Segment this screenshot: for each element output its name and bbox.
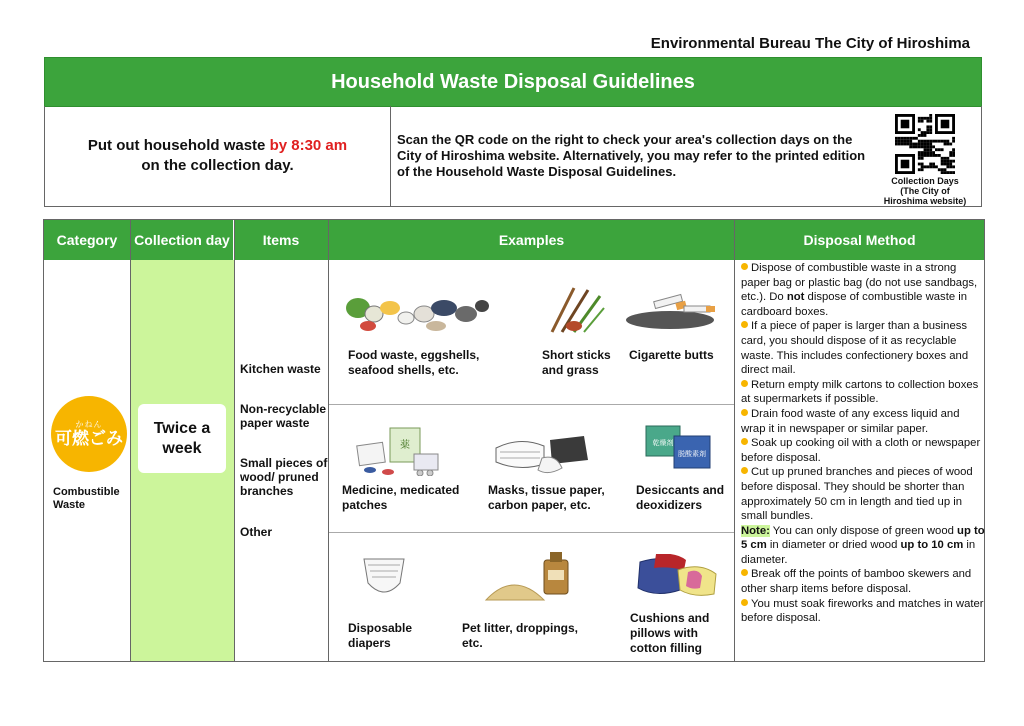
method-text: Dispose of combustible waste in a strong paper bag or plastic bag (do not use sandbags, etc.). Do bbox=[741, 262, 978, 304]
badge-ruby: かねん bbox=[75, 419, 103, 429]
divider bbox=[130, 220, 131, 661]
method-item bbox=[741, 378, 985, 407]
method-text: dispose of combustible waste in cardboard boxes. bbox=[741, 291, 968, 318]
example-medicine: Medicine, medicated patches bbox=[342, 483, 460, 512]
note-label: Note: bbox=[741, 524, 770, 537]
collection-frequency: Twice a week bbox=[138, 404, 226, 473]
time-line-2: on the collection day. bbox=[141, 157, 294, 174]
diaper-icon bbox=[362, 553, 406, 603]
example-pet-litter: Pet litter, droppings, etc. bbox=[462, 621, 579, 650]
bullet-icon bbox=[741, 409, 748, 416]
bullet-icon bbox=[741, 599, 748, 606]
method-text: Break off the points of bamboo skewers and other sharp items before disposal. bbox=[741, 568, 972, 596]
header-items: Items bbox=[234, 220, 329, 260]
cushion-icon bbox=[636, 554, 720, 598]
cigarette-butts-icon bbox=[624, 292, 716, 332]
collection-time-notice bbox=[45, 106, 391, 206]
food-waste-icon bbox=[344, 286, 494, 338]
badge-japanese: 可燃ごみ bbox=[55, 428, 123, 448]
divider bbox=[328, 220, 329, 661]
sticks-grass-icon bbox=[544, 284, 606, 334]
method-item bbox=[741, 319, 985, 377]
divider bbox=[234, 220, 235, 661]
qr-instructions: Scan the QR code on the right to check your area's collection days on the City of Hiroshima website. Alternatively, you may refer to the printed edition of the Household Waste Disposal Guidelines. bbox=[397, 132, 866, 179]
example-cushions: Cushions and pillows with cotton filling bbox=[630, 611, 710, 655]
info-box bbox=[44, 106, 982, 207]
method-text: You must soak fireworks and matches in water before disposal. bbox=[741, 597, 984, 625]
method-emphasis: up to 10 cm bbox=[900, 539, 964, 552]
item-paper-waste: Non-recyclable paper waste bbox=[240, 402, 327, 430]
bullet-icon bbox=[741, 569, 748, 576]
disposal-method-list bbox=[741, 261, 985, 626]
bureau-name: Environmental Bureau The City of Hiroshima bbox=[650, 35, 970, 52]
method-text: in diameter or dried wood bbox=[766, 539, 901, 552]
bullet-icon bbox=[741, 380, 748, 387]
qr-code-icon[interactable] bbox=[895, 114, 955, 174]
mask-icon bbox=[492, 430, 592, 478]
example-cigarette-butts: Cigarette butts bbox=[629, 348, 714, 362]
method-text: You can only dispose of green wood bbox=[769, 524, 958, 537]
method-item bbox=[741, 436, 985, 465]
divider bbox=[329, 404, 734, 405]
method-text: Return empty milk cartons to collection boxes at supermarkets if possible. bbox=[741, 378, 979, 406]
method-text: Cut up pruned branches and pieces of wood before disposal. They should be shorter than approximately 50 cm in length and tied up in small bundles. bbox=[741, 466, 973, 523]
method-emphasis: not bbox=[786, 291, 805, 304]
method-item bbox=[741, 261, 985, 319]
bullet-icon bbox=[741, 467, 748, 474]
waste-table bbox=[43, 219, 985, 662]
example-food-waste: Food waste, eggshells, seafood shells, etc. bbox=[348, 348, 480, 377]
header-examples: Examples bbox=[329, 220, 735, 260]
item-kitchen-waste: Kitchen waste bbox=[240, 362, 321, 376]
example-masks: Masks, tissue paper, carbon paper, etc. bbox=[488, 483, 605, 512]
pet-litter-icon bbox=[484, 550, 584, 602]
category-name: Combustible Waste bbox=[53, 486, 120, 511]
method-text: Soak up cooking oil with a cloth or newspaper before disposal. bbox=[741, 437, 981, 464]
method-text: Drain food waste of any excess liquid and wrap it in newspaper or similar paper. bbox=[741, 407, 960, 435]
divider bbox=[734, 220, 735, 661]
page-title: Household Waste Disposal Guidelines bbox=[44, 57, 982, 107]
collection-time: by 8:30 am bbox=[269, 137, 348, 154]
method-item bbox=[741, 567, 985, 596]
method-item bbox=[741, 407, 985, 436]
qr-caption-line-3: Hiroshima website) bbox=[883, 196, 967, 206]
method-emphasis: up to 5 cm bbox=[741, 524, 985, 552]
item-wood-branches: Small pieces of wood/ pruned branches bbox=[240, 456, 328, 498]
time-line-1 bbox=[88, 136, 347, 156]
combustible-badge bbox=[51, 396, 127, 472]
bullet-icon bbox=[741, 438, 748, 445]
header-collection-day: Collection day bbox=[131, 220, 234, 260]
method-note bbox=[741, 524, 985, 568]
desiccant-pack-label: 乾燥剤 bbox=[652, 439, 674, 447]
method-item bbox=[741, 597, 985, 626]
deoxidizer-pack-label: 脱酸素剤 bbox=[678, 450, 706, 458]
bullet-icon bbox=[741, 263, 748, 270]
method-item bbox=[741, 465, 985, 523]
example-desiccants: Desiccants and deoxidizers bbox=[636, 483, 725, 512]
method-text: If a piece of paper is larger than a business card, you should dispose of it as recyclable waste. This includes confectionery boxes and direct mail. bbox=[741, 320, 969, 377]
qr-caption bbox=[871, 176, 979, 206]
header-category: Category bbox=[44, 220, 131, 260]
medicine-icon bbox=[354, 426, 446, 476]
header-disposal-method: Disposal Method bbox=[735, 220, 984, 260]
divider bbox=[329, 532, 734, 533]
example-diapers: Disposable diapers bbox=[348, 621, 413, 650]
qr-caption-line-2: (The City of bbox=[900, 186, 950, 196]
medicine-box-label: 薬 bbox=[400, 440, 410, 451]
desiccant-icon bbox=[644, 422, 714, 472]
example-sticks-grass: Short sticks and grass bbox=[542, 348, 611, 377]
qr-caption-line-1: Collection Days bbox=[891, 176, 959, 186]
bullet-icon bbox=[741, 321, 748, 328]
item-other: Other bbox=[240, 525, 273, 539]
method-text: in diameter. bbox=[741, 539, 976, 566]
time-line-prefix: Put out household waste bbox=[87, 137, 270, 154]
